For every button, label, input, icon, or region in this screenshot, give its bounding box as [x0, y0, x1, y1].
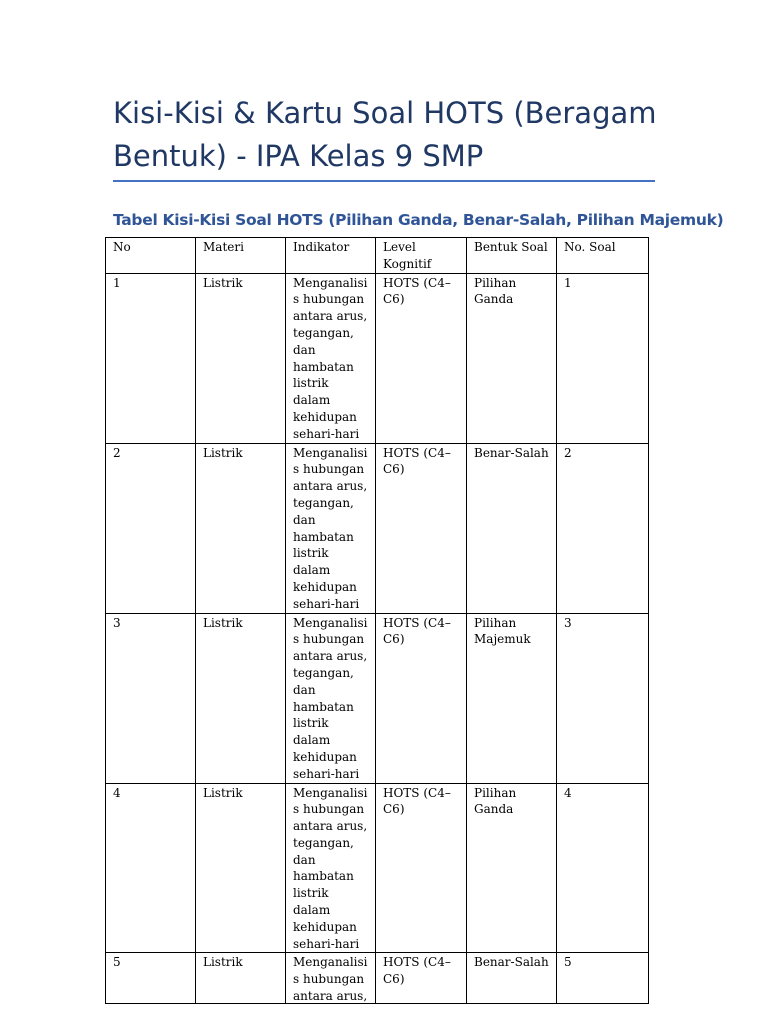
table-header-row [106, 238, 649, 274]
header-bentuk: Bentuk Soal [467, 238, 557, 274]
cell-level [376, 953, 467, 1004]
cell-nosoal: 3 [557, 613, 649, 783]
cell-no: 3 [106, 613, 196, 783]
cell-indikator: Menganalisis hubungan antara arus, tegangan, dan hambatan listrik dalam kehidupan sehari-hari [286, 783, 376, 953]
header-nosoal: No. Soal [557, 238, 649, 274]
table-heading: Tabel Kisi-Kisi Soal HOTS (Pilihan Ganda, Benar-Salah, Pilihan Majemuk) [113, 211, 724, 229]
header-materi: Materi [196, 238, 286, 274]
cell-materi: Listrik [196, 783, 286, 953]
cell-nosoal [557, 953, 649, 1004]
table-row [106, 443, 649, 613]
cell-bentuk: Benar-Salah [467, 443, 557, 613]
cell-nosoal: 1 [557, 273, 649, 443]
cell-no-text: 5 [113, 955, 121, 970]
cell-indikator-text: Menganalisis hubungan antara arus, [293, 955, 368, 1003]
cell-indikator: Menganalisis hubungan antara arus, tegangan, dan hambatan listrik dalam kehidupan sehari-hari [286, 613, 376, 783]
cell-nosoal: 2 [557, 443, 649, 613]
cell-no: 1 [106, 273, 196, 443]
header-level: Level Kognitif [376, 238, 467, 274]
cell-level: HOTS (C4–C6) [376, 443, 467, 613]
cell-level-text: HOTS (C4–C6) [383, 955, 451, 987]
cell-nosoal-text: 5 [564, 955, 572, 970]
kisi-kisi-table [105, 237, 649, 1004]
header-no: No [106, 238, 196, 274]
cell-materi [196, 953, 286, 1004]
cell-bentuk: Pilihan Majemuk [467, 613, 557, 783]
cell-materi: Listrik [196, 613, 286, 783]
cell-nosoal: 4 [557, 783, 649, 953]
cell-indikator: Menganalisis hubungan antara arus, tegangan, dan hambatan listrik dalam kehidupan sehari-hari [286, 443, 376, 613]
document-title [113, 92, 673, 178]
title-line-1: Kisi-Kisi & Kartu Soal HOTS (Beragam [113, 96, 657, 130]
cell-level: HOTS (C4–C6) [376, 273, 467, 443]
title-line-2: Bentuk) - IPA Kelas 9 SMP [113, 139, 484, 173]
title-underline [113, 180, 655, 182]
cell-indikator: Menganalisis hubungan antara arus, tegangan, dan hambatan listrik dalam kehidupan sehari-hari [286, 273, 376, 443]
table-row [106, 783, 649, 953]
cell-no [106, 953, 196, 1004]
table-row [106, 953, 649, 1004]
cell-level: HOTS (C4–C6) [376, 783, 467, 953]
cell-level: HOTS (C4–C6) [376, 613, 467, 783]
cell-bentuk-text: Benar-Salah [474, 955, 549, 970]
cell-indikator [286, 953, 376, 1004]
cell-materi: Listrik [196, 443, 286, 613]
table-row [106, 273, 649, 443]
cell-materi: Listrik [196, 273, 286, 443]
table-row [106, 613, 649, 783]
cell-bentuk: Pilihan Ganda [467, 783, 557, 953]
header-indikator: Indikator [286, 238, 376, 274]
cell-bentuk [467, 953, 557, 1004]
cell-no: 4 [106, 783, 196, 953]
cell-materi-text: Listrik [203, 955, 243, 970]
cell-no: 2 [106, 443, 196, 613]
cell-bentuk: Pilihan Ganda [467, 273, 557, 443]
